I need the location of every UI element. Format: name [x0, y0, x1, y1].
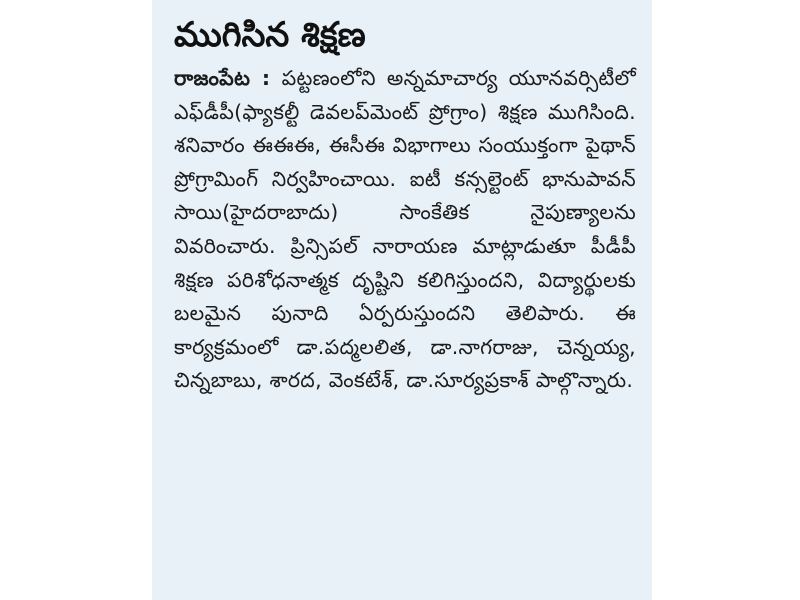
article-text: పట్టణంలోని అన్నమాచార్య యూనవర్సిటీలో ఎఫ్‌డీపీ(ఫ్యాకల్టీ డెవలప్‌మెంట్ ప్రోగ్రాం) శిక్షణ ముగిసింది. శనివారం ఈఈఈ, ఈసీఈ విభాగాలు సంయుక్తంగా పైథాన్ ప్రోగ్రామింగ్ నిర్వహించాయి. ఐటీ కన్సల్టెంట్ భానుపావన్ సాయి(హైదరాబాదు) సాంకేతిక నైపుణ్యాలను వివరించారు. ప్రిన్సిపల్ నారాయణ మాట్లాడుతూ పీడీపీ శిక్షణ పరిశోధనాత్మక దృష్టిని కలిగిస్తుందని, విద్యార్థులకు బలమైన పునాది ఏర్పరుస్తుందని తెలిపారు. ఈ కార్యక్రమంలో డా.పద్మలలిత, డా.నాగరాజు, చెన్నయ్య, చిన్నబాబు, శారద, వెంకటేశ్, డా.సూర్యప్రకాశ్ పాల్గొన్నారు.	[174, 66, 636, 393]
headline: ముగిసిన శిక్షణ	[174, 15, 366, 55]
article-body	[174, 62, 636, 398]
newspaper-clipping	[152, 0, 652, 600]
dateline: రాజంపేట :	[174, 66, 271, 90]
